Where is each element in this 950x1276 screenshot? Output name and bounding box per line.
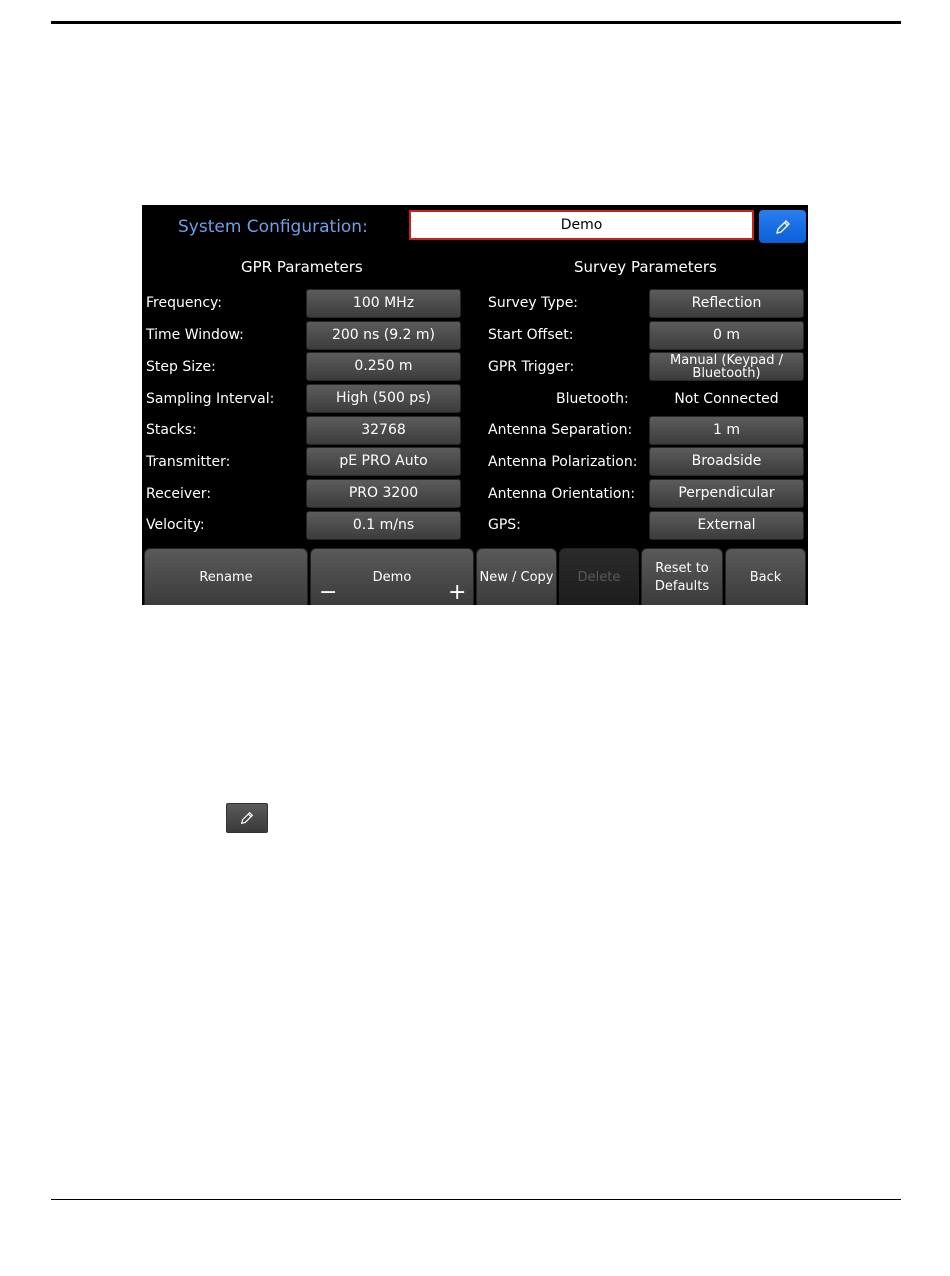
edit-button-sample — [226, 803, 268, 833]
footer-rule — [51, 1199, 901, 1200]
reset-line1: Reset to — [655, 561, 709, 576]
config-selector-label: Demo — [372, 570, 412, 585]
velocity-button[interactable]: 0.1 m/ns — [306, 511, 461, 540]
next-config-plus-icon[interactable]: + — [448, 580, 467, 605]
receiver-label: Receiver: — [146, 486, 212, 502]
sampling-interval-button[interactable]: High (500 ps) — [306, 384, 461, 413]
gpr-parameters-heading: GPR Parameters — [241, 258, 363, 276]
frequency-label: Frequency: — [146, 295, 223, 311]
time-window-label: Time Window: — [146, 327, 244, 343]
pencil-icon — [774, 218, 792, 236]
bluetooth-label: Bluetooth: — [556, 391, 629, 407]
antenna-polarization-button[interactable]: Broadside — [649, 447, 804, 476]
reset-defaults-button[interactable] — [641, 548, 723, 605]
antenna-separation-label: Antenna Separation: — [488, 422, 633, 438]
survey-type-label: Survey Type: — [488, 295, 579, 311]
system-configuration-screen — [142, 205, 808, 605]
stacks-label: Stacks: — [146, 422, 197, 438]
time-window-button[interactable]: 200 ns (9.2 m) — [306, 321, 461, 350]
frequency-button[interactable]: 100 MHz — [306, 289, 461, 318]
header-rule — [51, 21, 901, 24]
velocity-label: Velocity: — [146, 517, 205, 533]
antenna-polarization-label: Antenna Polarization: — [488, 454, 638, 470]
pencil-icon — [239, 810, 255, 826]
new-copy-button[interactable]: New / Copy — [476, 548, 557, 605]
step-size-button[interactable]: 0.250 m — [306, 352, 461, 381]
start-offset-button[interactable]: 0 m — [649, 321, 804, 350]
receiver-button[interactable]: PRO 3200 — [306, 479, 461, 508]
start-offset-label: Start Offset: — [488, 327, 574, 343]
gps-button[interactable]: External — [649, 511, 804, 540]
gpr-trigger-label: GPR Trigger: — [488, 359, 575, 375]
gpr-trigger-button[interactable] — [649, 352, 804, 381]
reset-line2: Defaults — [654, 579, 710, 594]
antenna-separation-button[interactable]: 1 m — [649, 416, 804, 445]
gps-label: GPS: — [488, 517, 521, 533]
step-size-label: Step Size: — [146, 359, 216, 375]
antenna-orientation-label: Antenna Orientation: — [488, 486, 636, 502]
transmitter-button[interactable]: pE PRO Auto — [306, 447, 461, 476]
bluetooth-status: Not Connected — [674, 391, 779, 407]
back-button[interactable]: Back — [725, 548, 806, 605]
gpr-trigger-value-line1: Manual (Keypad / — [670, 353, 783, 368]
transmitter-label: Transmitter: — [146, 454, 231, 470]
config-name-field[interactable]: Demo — [409, 210, 754, 240]
gpr-trigger-value-line2: Bluetooth) — [692, 366, 761, 381]
survey-parameters-heading: Survey Parameters — [574, 258, 717, 276]
antenna-orientation-button[interactable]: Perpendicular — [649, 479, 804, 508]
edit-name-button[interactable] — [759, 210, 806, 243]
page-title: System Configuration: — [178, 217, 368, 237]
stacks-button[interactable]: 32768 — [306, 416, 461, 445]
sampling-interval-label: Sampling Interval: — [146, 391, 275, 407]
survey-type-button[interactable]: Reflection — [649, 289, 804, 318]
delete-button[interactable]: Delete — [559, 548, 639, 605]
previous-config-minus-icon[interactable]: − — [319, 580, 338, 605]
rename-button[interactable]: Rename — [144, 548, 308, 605]
